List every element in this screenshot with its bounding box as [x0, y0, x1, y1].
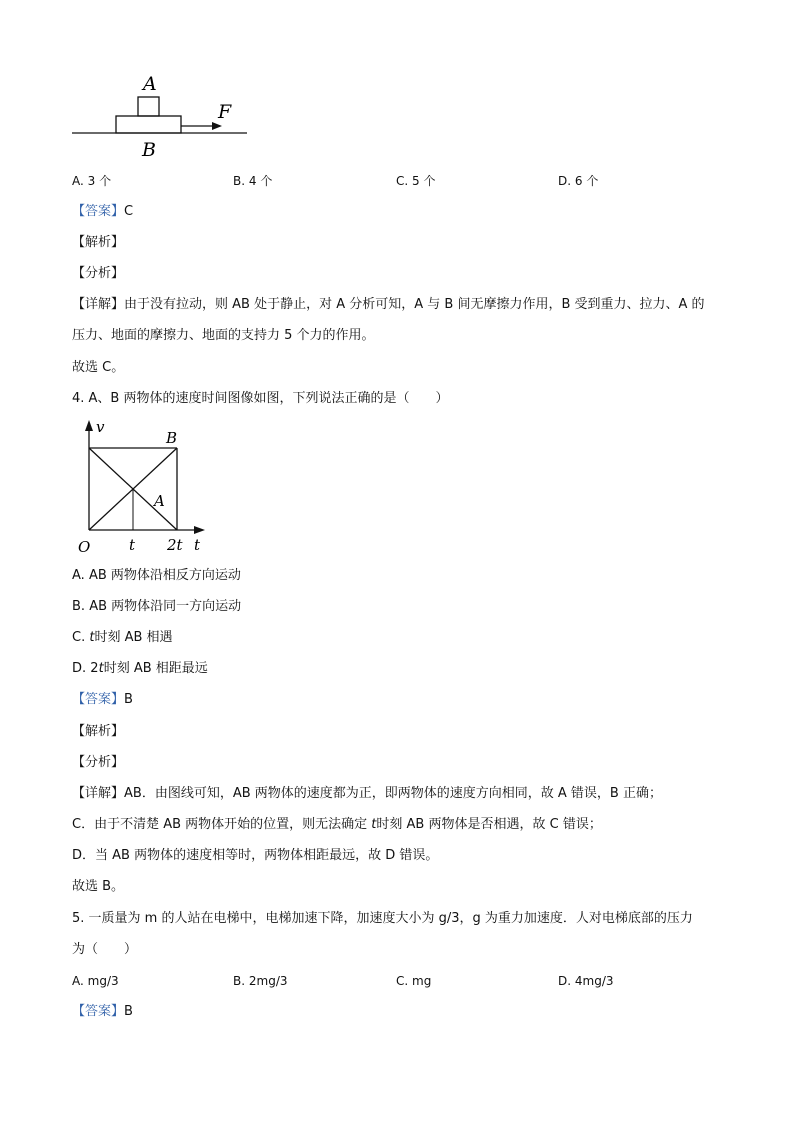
q4-detail-line-1: 【详解】AB．由图线可知，AB 两物体的速度都为正，即两物体的速度方向相同，故 A 错误，B 正确； — [72, 786, 662, 801]
q4-option-c: C. t时刻 AB 相遇 — [72, 630, 173, 645]
x-axis-arrow-icon — [194, 526, 205, 534]
q4-answer: 【答案】B — [72, 692, 133, 707]
q4-detail-line-3: D．当 AB 两物体的速度相等时，两物体相距最远，故 D 错误。 — [72, 848, 439, 863]
q4-conclusion: 故选 B。 — [72, 879, 125, 894]
y-axis-label: v — [96, 418, 105, 436]
q4-option-b: B. AB 两物体沿同一方向运动 — [72, 599, 242, 614]
q5-option-d: D. 4mg/3 — [558, 974, 614, 988]
q3-explain-tag: 【解析】 — [72, 235, 125, 250]
label-f: F — [218, 101, 232, 123]
q3-analysis-tag: 【分析】 — [72, 266, 125, 281]
tick-t: t — [129, 536, 136, 554]
vt-graph — [0, 0, 794, 560]
label-a: A — [143, 73, 157, 95]
y-axis-arrow-icon — [85, 420, 93, 431]
q5-option-c: C. mg — [396, 974, 432, 988]
x-axis-label: t — [194, 536, 201, 554]
q4-stem: 4. A、B 两物体的速度时间图像如图，下列说法正确的是（ ） — [72, 391, 449, 406]
label-a-graph: A — [154, 492, 165, 510]
q3-option-c: C. 5 个 — [396, 174, 436, 188]
q5-option-b: B. 2mg/3 — [233, 974, 288, 988]
q3-option-a: A. 3 个 — [72, 174, 112, 188]
q4-detail-line-2: C．由于不清楚 AB 两物体开始的位置，则无法确定 t时刻 AB 两物体是否相遇，故 C 错误； — [72, 817, 602, 832]
q3-answer: 【答案】C — [72, 204, 134, 219]
q5-stem-line-2: 为（ ） — [72, 942, 138, 957]
tick-2t: 2t — [167, 536, 183, 554]
q3-detail-line-2: 压力、地面的摩擦力、地面的支持力 5 个力的作用。 — [72, 328, 375, 343]
q5-stem-line-1: 5. 一质量为 m 的人站在电梯中，电梯加速下降，加速度大小为 g/3，g 为重力加速度．人对电梯底部的压力 — [72, 911, 693, 926]
q5-answer: 【答案】B — [72, 1004, 133, 1019]
q3-detail-line-1: 【详解】由于没有拉动，则 AB 处于静止，对 A 分析可知，A 与 B 间无摩擦力作用，B 受到重力、拉力、A 的 — [72, 297, 705, 312]
q3-option-d: D. 6 个 — [558, 174, 599, 188]
q3-option-b: B. 4 个 — [233, 174, 273, 188]
q3-conclusion: 故选 C。 — [72, 360, 125, 375]
label-b-graph: B — [166, 429, 178, 447]
label-b: B — [142, 139, 156, 161]
q4-explain-tag: 【解析】 — [72, 724, 125, 739]
q4-option-d: D. 2t时刻 AB 相距最远 — [72, 661, 208, 676]
q4-analysis-tag: 【分析】 — [72, 755, 125, 770]
q4-option-a: A. AB 两物体沿相反方向运动 — [72, 568, 241, 583]
origin-label: O — [78, 538, 91, 556]
q5-option-a: A. mg/3 — [72, 974, 119, 988]
